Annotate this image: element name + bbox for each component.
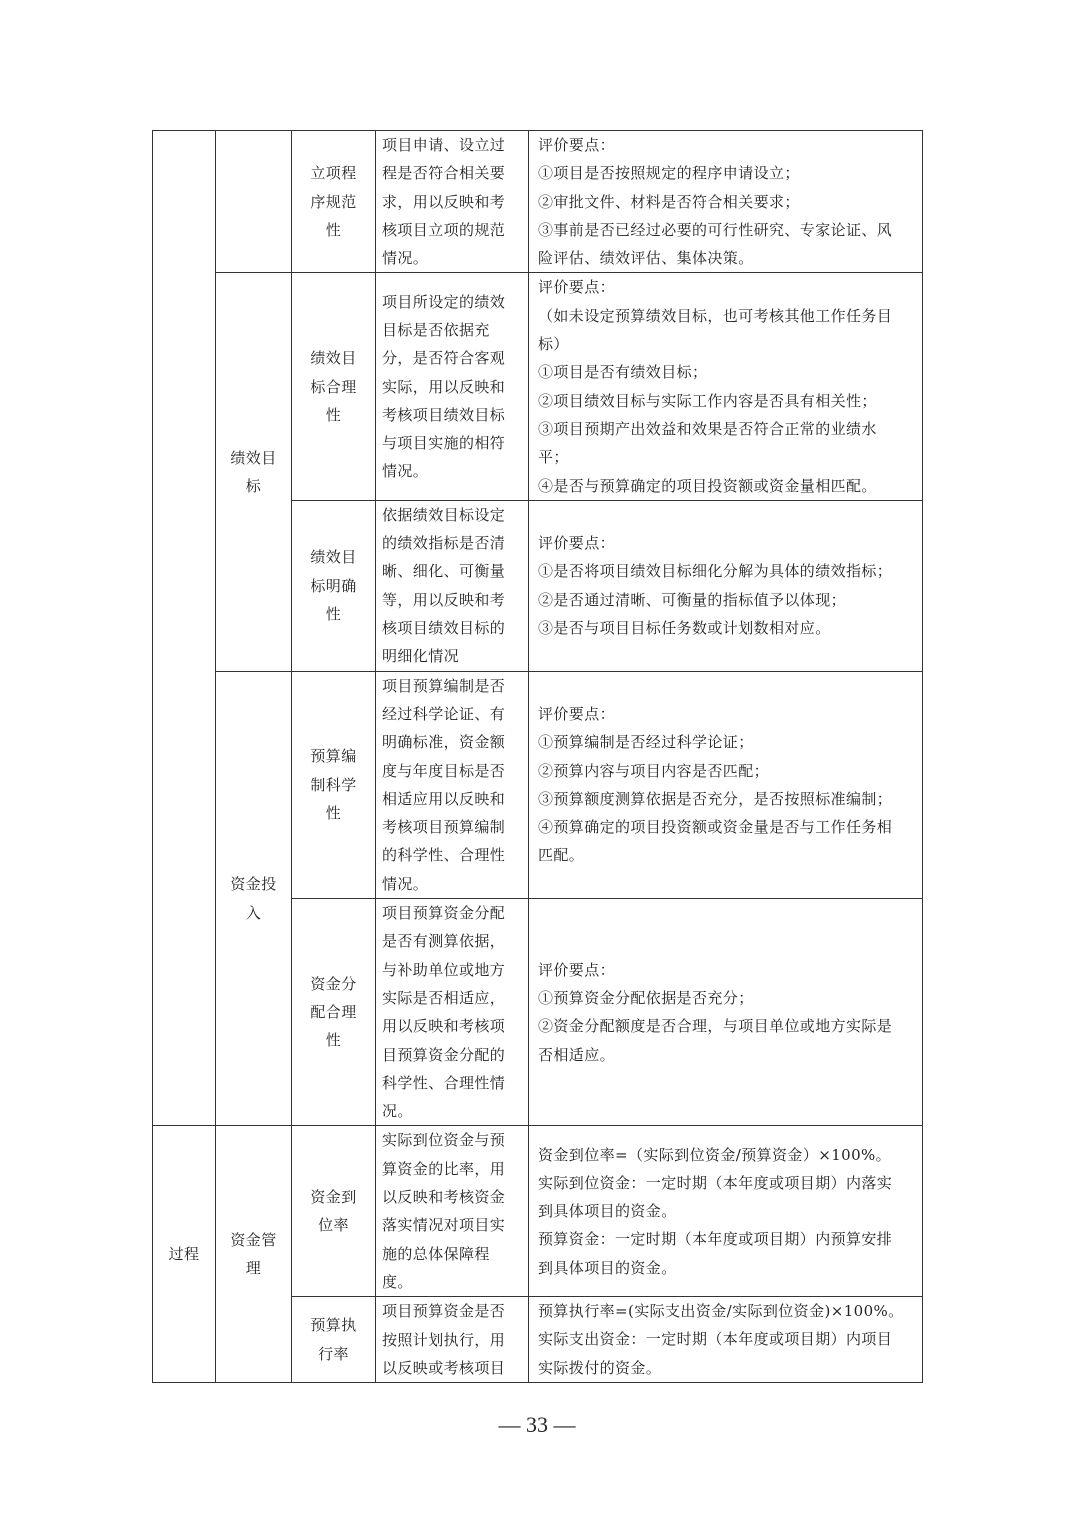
level2-cell-funding: 资金投 入 — [216, 671, 292, 1126]
level1-cell-empty — [153, 131, 216, 1126]
indicator-cell: 资金到 位率 — [292, 1126, 376, 1297]
indicator-cell: 绩效目 标明确 性 — [292, 500, 376, 671]
explanation-cell: 项目所设定的绩效 目标是否依据充 分，是否符合客观 实际，用以反映和 考核项目绩效目标 与项目实施的相符 情况。 — [376, 273, 529, 500]
criteria-cell: 评价要点： ①项目是否按照规定的程序申请设立； ②审批文件、材料是否符合相关要求； ③事前是否已经过必要的可行性研究、专家论证、风 险评估、绩效评估、集体决策。 — [529, 131, 923, 273]
indicator-cell: 绩效目 标合理 性 — [292, 273, 376, 500]
level2-cell-goal: 绩效目 标 — [216, 273, 292, 671]
criteria-cell: 资金到位率=（实际到位资金/预算资金）×100%。 实际到位资金：一定时期（本年度或项目期）内落实 到具体项目的资金。 预算资金：一定时期（本年度或项目期）内预算安排 到具体项目的资金。 — [529, 1126, 923, 1297]
page-number: — 33 — — [498, 1412, 576, 1437]
indicator-cell: 预算编 制科学 性 — [292, 671, 376, 898]
criteria-cell: 评价要点： ①预算编制是否经过科学论证； ②预算内容与项目内容是否匹配； ③预算额度测算依据是否充分，是否按照标准编制； ④预算确定的项目投资额或资金量是否与工作任务相 匹配。 — [529, 671, 923, 898]
criteria-cell: 评价要点： （如未设定预算绩效目标，也可考核其他工作任务目 标） ①项目是否有绩效目标； ②项目绩效目标与实际工作内容是否具有相关性； ③项目预期产出效益和效果是否符合正常的业绩水 平； ④是否与预算确定的项目投资额或资金量相匹配。 — [529, 273, 923, 500]
indicator-cell: 预算执 行率 — [292, 1297, 376, 1383]
criteria-cell: 评价要点： ①是否将项目绩效目标细化分解为具体的绩效指标； ②是否通过清晰、可衡量的指标值予以体现； ③是否与项目目标任务数或计划数相对应。 — [529, 500, 923, 671]
table-row — [153, 1126, 923, 1297]
explanation-cell: 项目预算资金分配 是否有测算依据， 与补助单位或地方 实际是否相适应， 用以反映和考核项 目预算资金分配的 科学性、合理性情 况。 — [376, 899, 529, 1126]
level2-cell-management: 资金管 理 — [216, 1126, 292, 1383]
level1-cell-process: 过程 — [153, 1126, 216, 1383]
indicator-cell: 资金分 配合理 性 — [292, 899, 376, 1126]
evaluation-indicator-table — [152, 130, 923, 1383]
criteria-cell: 评价要点： ①预算资金分配依据是否充分； ②资金分配额度是否合理，与项目单位或地方实际是 否相适应。 — [529, 899, 923, 1126]
explanation-cell: 依据绩效目标设定 的绩效指标是否清 晰、细化、可衡量 等，用以反映和考 核项目绩效目标的 明细化情况 — [376, 500, 529, 671]
explanation-cell: 项目预算资金是否 按照计划执行，用 以反映或考核项目 — [376, 1297, 529, 1383]
explanation-cell: 项目申请、设立过 程是否符合相关要 求，用以反映和考 核项目立项的规范 情况。 — [376, 131, 529, 273]
table-row — [153, 273, 923, 500]
explanation-cell: 项目预算编制是否 经过科学论证、有 明确标准，资金额 度与年度目标是否 相适应用以反映和 考核项目预算编制 的科学性、合理性 情况。 — [376, 671, 529, 898]
criteria-cell: 预算执行率=(实际支出资金/实际到位资金)×100%。 实际支出资金：一定时期（本年度或项目期）内项目 实际拨付的资金。 — [529, 1297, 923, 1383]
table-row — [153, 131, 923, 273]
indicator-cell: 立项程 序规范 性 — [292, 131, 376, 273]
level2-cell-empty — [216, 131, 292, 273]
table-row — [153, 671, 923, 898]
explanation-cell: 实际到位资金与预 算资金的比率，用 以反映和考核资金 落实情况对项目实 施的总体保障程 度。 — [376, 1126, 529, 1297]
